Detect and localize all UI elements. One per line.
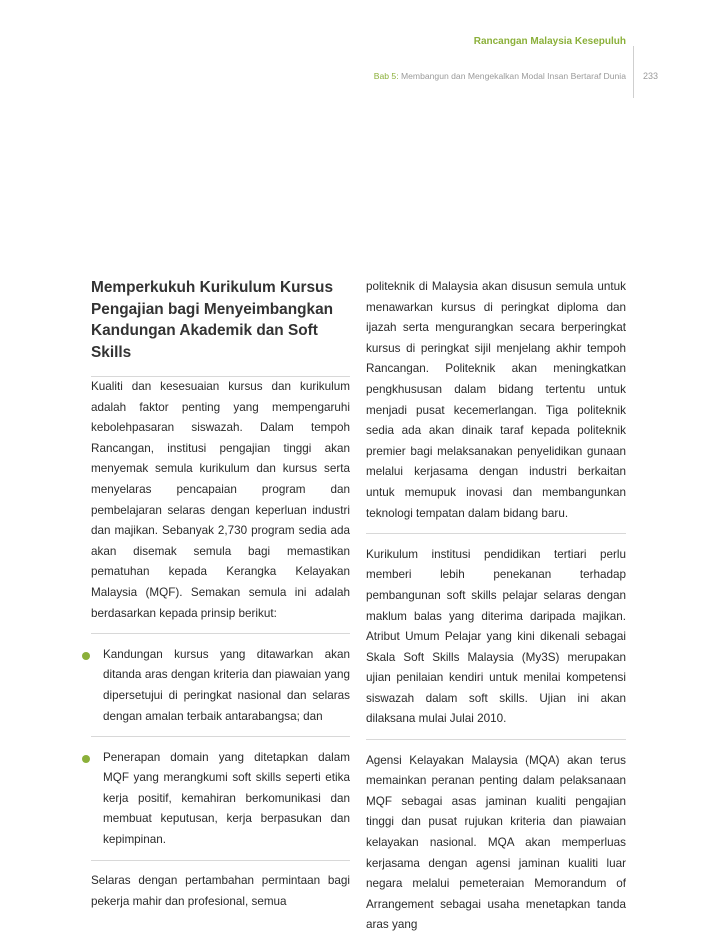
paragraph: Selaras dengan pertambahan permintaan bagi pekerja mahir dan profesional, semua [91, 874, 350, 908]
bullet-item [91, 748, 350, 851]
header-divider [633, 46, 634, 98]
bullet-item [91, 645, 350, 727]
bullet-icon [82, 755, 90, 763]
section-heading: Memperkukuh Kurikulum Kursus Pengajian bagi Menyeimbangkan Kandungan Akademik dan Soft Skills [91, 279, 334, 361]
paragraph: Agensi Kelayakan Malaysia (MQA) akan terus memainkan peranan penting dalam pelaksanaan MQF sebagai asas jaminan kualiti pengajian tinggi dan pusat rujukan kriteria dan piawaian kelayakan nasional. MQA akan memperluas kerjasama dengan agensi jaminan kualiti luar negara melalui pemeteraian Memorandum of Arrangement sebagai usaha menetapkan tanda aras yang [366, 753, 626, 932]
divider [366, 730, 626, 751]
bullet-icon [82, 652, 90, 660]
divider [91, 851, 350, 872]
left-column [91, 277, 350, 912]
chapter-subtitle [374, 71, 626, 81]
right-column [366, 277, 626, 936]
divider [366, 524, 626, 545]
bullet-text: Penerapan domain yang ditetapkan dalam MQF yang merangkumi soft skills seperti etika kerja positif, kemahiran berkomunikasi dan membuat keputusan, kerja berpasukan dan kepimpinan. [103, 750, 350, 847]
bullet-text: Kandungan kursus yang ditawarkan akan ditanda aras dengan kriteria dan piawaian yang dipersetujui di peringkat nasional dan selaras dengan amalan terbaik antarabangsa; dan [103, 647, 350, 723]
divider [91, 624, 350, 645]
page-number: 233 [643, 71, 659, 81]
paragraph: Kualiti dan kesesuaian kursus dan kurikulum adalah faktor penting yang mempengaruhi kebolehpasaran siswazah. Dalam tempoh Rancangan, institusi pengajian tinggi akan menyemak semula kurikulum dan kursus serta menyelaras pencapaian program dan pembelajaran selaras dengan keperluan industri dan majikan. Sebanyak 2,730 program sedia ada akan disemak semula bagi memastikan pematuhan kepada Kerangka Kelayakan Malaysia (MQF). Semakan semula ini adalah berdasarkan kepada prinsip berikut: [91, 380, 350, 620]
paragraph: Kurikulum institusi pendidikan tertiari perlu memberi lebih penekanan terhadap pembangunan soft skills pelajar selaras dengan maklum balas yang diterima daripada majikan. Atribut Umum Pelajar yang kini dikenali sebagai Skala Soft Skills Malaysia (My3S) merupakan ujian penilaian kendiri untuk menilai kompetensi siswazah dalam soft skills. Ujian ini akan dilaksana mulai Julai 2010. [366, 547, 626, 726]
chapter-label: Bab 5: [373, 71, 399, 81]
paragraph: politeknik di Malaysia akan disusun semula untuk menawarkan kursus di peringkat diploma dan ijazah serta mengurangkan secara berperingkat kursus di peringkat sijil menjelang akhir tempoh Rancangan. Politeknik akan meningkatkan pengkhususan dalam bidang tertentu untuk menjadi pusat kecemerlangan. Tiga politeknik sedia ada akan dinaik taraf kepada politeknik premier bagi melaksanakan penyelidikan gunaan melalui kerjasama dengan industri berkaitan untuk memupuk inovasi dan membangunkan teknologi tempatan dalam bidang baru. [366, 280, 626, 520]
chapter-title: Membangun dan Mengekalkan Modal Insan Bertaraf Dunia [400, 71, 626, 81]
divider [91, 727, 350, 748]
document-title: Rancangan Malaysia Kesepuluh [473, 36, 626, 47]
